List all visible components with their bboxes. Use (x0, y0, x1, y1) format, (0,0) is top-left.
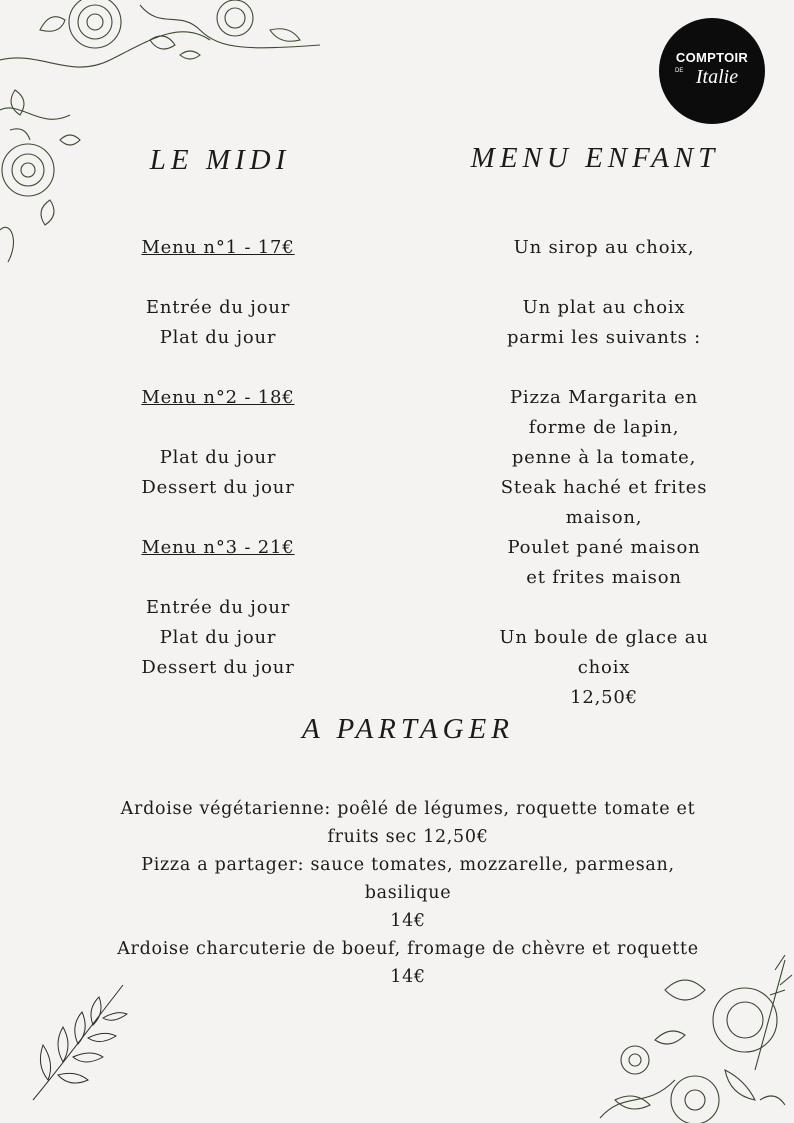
partager-line: basilique (364, 883, 452, 903)
partager-price: 14€ (390, 967, 426, 987)
menu-3-item: Plat du jour (159, 627, 277, 648)
menu-1-item: Plat du jour (159, 327, 277, 348)
menu-enfant-list (454, 233, 754, 713)
leaf-branch-decoration (28, 980, 138, 1105)
floral-corner-decoration-top-left (0, 0, 330, 270)
enfant-line: Pizza Margarita en (509, 387, 698, 408)
section-title-le-midi: LE MIDI (149, 144, 291, 176)
enfant-line: Poulet pané maison (507, 537, 701, 558)
enfant-line: maison, (565, 507, 643, 528)
partager-line: fruits sec 12,50€ (327, 827, 489, 847)
menu-3-item: Entrée du jour (145, 597, 291, 618)
logo-text-comptoir: COMPTOIR (675, 50, 749, 65)
enfant-line: penne à la tomate, (511, 447, 697, 468)
section-title-menu-enfant: MENU ENFANT (470, 142, 720, 174)
enfant-line: choix (577, 657, 631, 678)
menu-2-heading: Menu n°2 - 18€ (141, 387, 295, 408)
enfant-line: Un boule de glace au (499, 627, 709, 648)
enfant-line: et frites maison (526, 567, 682, 588)
le-midi-menu-list (100, 233, 336, 683)
section-title-a-partager: A PARTAGER (302, 713, 514, 745)
enfant-line: parmi les suivants : (506, 327, 702, 348)
partager-line: Ardoise charcuterie de boeuf, fromage de chèvre et roquette (117, 939, 699, 959)
menu-3-heading: Menu n°3 - 21€ (141, 537, 295, 558)
menu-2-item: Dessert du jour (141, 477, 295, 498)
partager-line: Ardoise végétarienne: poêlé de légumes, roquette tomate et (120, 799, 696, 819)
menu-1-heading: Menu n°1 - 17€ (141, 237, 295, 258)
a-partager-list (40, 795, 776, 991)
logo-text-de: DE (675, 68, 684, 74)
enfant-line: Un sirop au choix, (513, 237, 695, 258)
restaurant-logo (659, 18, 765, 124)
enfant-line: Un plat au choix (522, 297, 686, 318)
menu-1-item: Entrée du jour (145, 297, 291, 318)
menu-2-item: Plat du jour (159, 447, 277, 468)
menu-3-item: Dessert du jour (141, 657, 295, 678)
logo-text-italie: Italie (695, 66, 739, 88)
enfant-line: Steak haché et frites (500, 477, 708, 498)
enfant-price: 12,50€ (570, 687, 638, 708)
enfant-line: forme de lapin, (528, 417, 680, 438)
partager-price: 14€ (390, 911, 426, 931)
partager-line: Pizza a partager: sauce tomates, mozzarelle, parmesan, (141, 855, 675, 875)
